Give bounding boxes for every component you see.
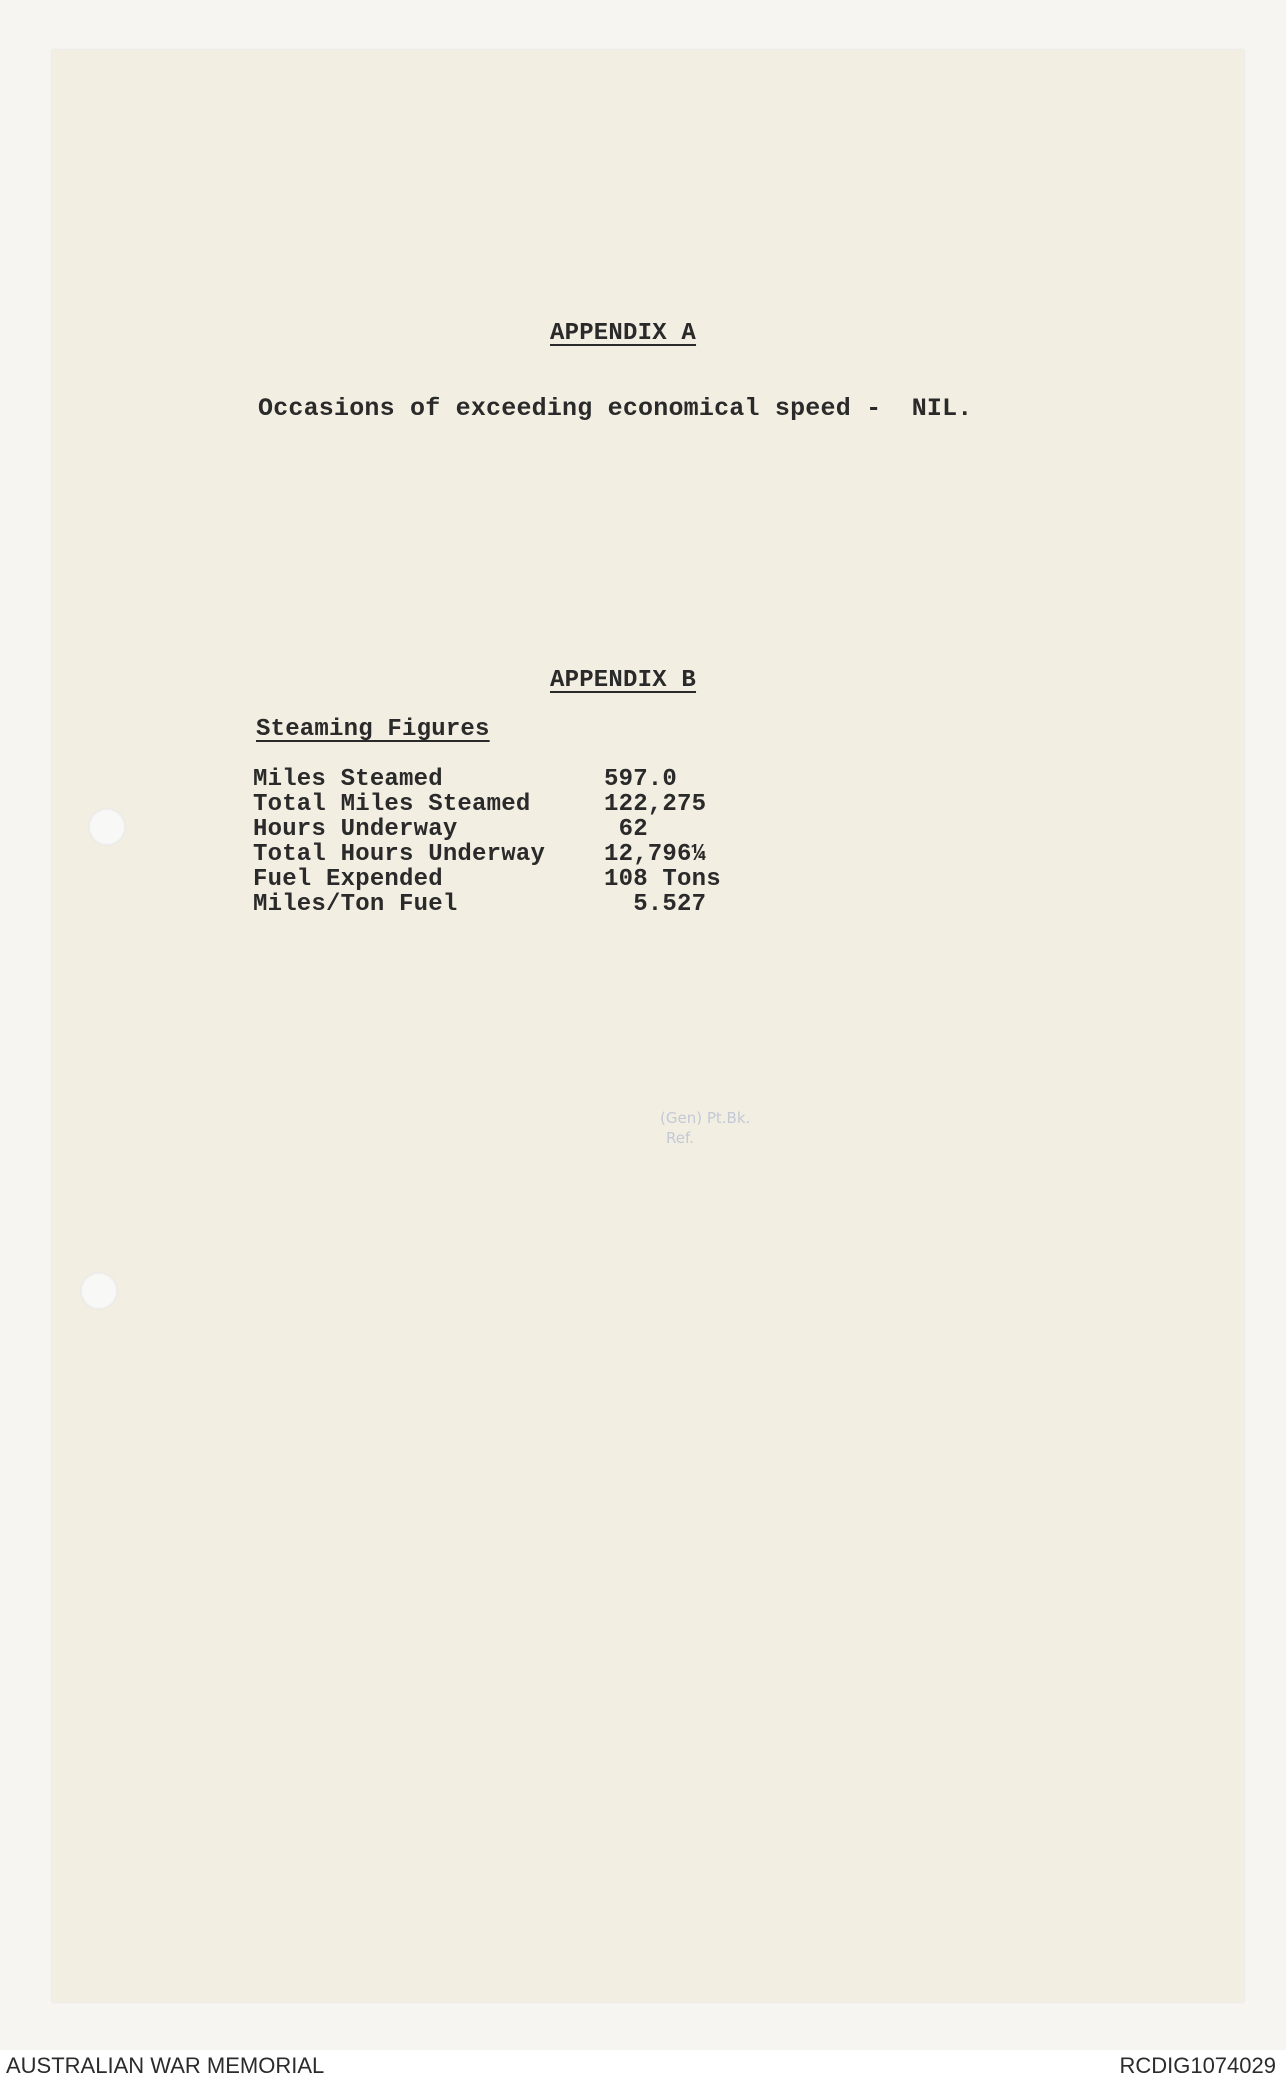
footer-record-id: RCDIG1074029 [1119,2053,1276,2078]
appendix-b-heading: APPENDIX B [550,667,697,694]
appendix-a-statement: Occasions of exceeding economical speed - NIL. [258,394,973,423]
punch-hole [88,808,126,846]
figure-value-total-hours-underway: 12,796¼ [604,841,707,868]
faint-note-line: Ref. [666,1129,694,1147]
figure-label-miles-steamed: Miles Steamed [253,766,443,793]
appendix-a-heading: APPENDIX A [550,320,697,347]
figure-value-hours-underway: 62 [604,816,648,843]
figure-label-total-miles-steamed: Total Miles Steamed [253,791,531,818]
punch-hole [80,1272,118,1310]
figure-value-fuel-expended: 108 Tons [604,866,721,893]
figure-value-miles-per-ton-fuel: 5.527 [604,891,707,918]
footer-archive-name: AUSTRALIAN WAR MEMORIAL [6,2053,325,2078]
steaming-figures-heading: Steaming Figures [256,716,490,743]
figure-label-fuel-expended: Fuel Expended [253,866,443,893]
faint-note-line: (Gen) Pt.Bk. [660,1109,751,1127]
figure-value-total-miles-steamed: 122,275 [604,791,707,818]
figure-label-total-hours-underway: Total Hours Underway [253,841,546,868]
faint-pencil-note [660,1108,750,1148]
figure-value-miles-steamed: 597.0 [604,766,678,793]
figure-label-hours-underway: Hours Underway [253,816,458,843]
figure-label-miles-per-ton-fuel: Miles/Ton Fuel [253,891,458,918]
